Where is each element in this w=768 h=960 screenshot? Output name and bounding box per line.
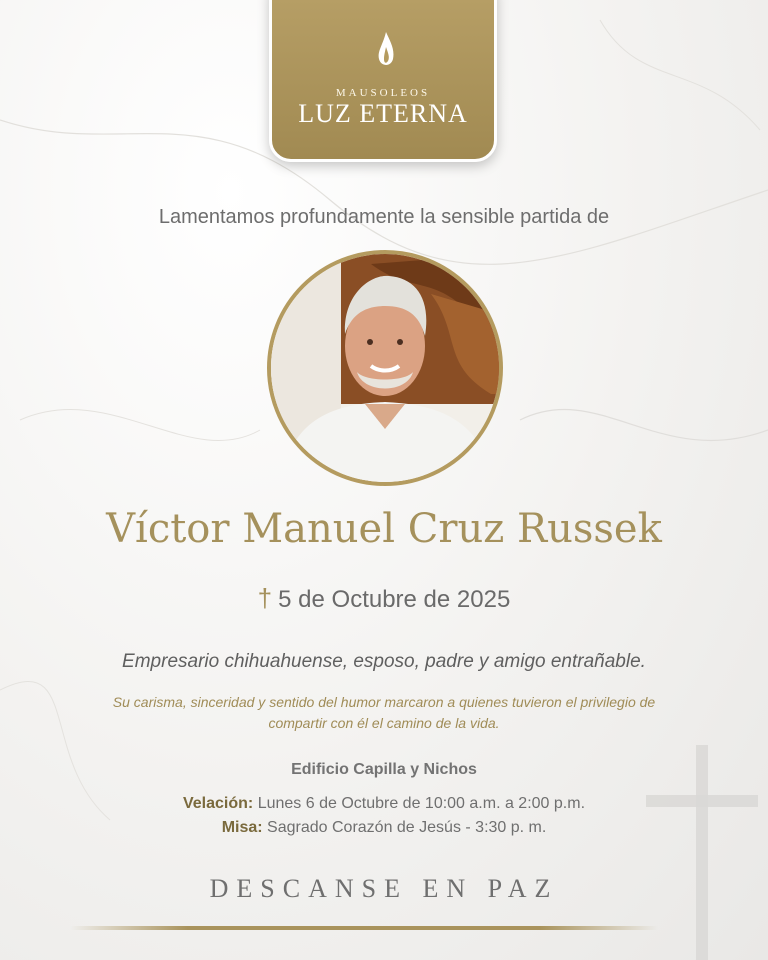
gold-divider xyxy=(70,926,658,930)
death-date-row xyxy=(0,583,768,614)
tribute-line-1: Su carisma, sinceridad y sentido del humor marcaron a quienes tuvieron el privilegio de xyxy=(112,694,656,710)
description-main: Empresario chihuahuense, esposo, padre y amigo entrañable. xyxy=(122,651,646,672)
logo-badge xyxy=(269,0,497,162)
logo-subtitle: MAUSOLEOS xyxy=(335,87,431,99)
decorative-cross-icon xyxy=(646,745,758,960)
description-tribute xyxy=(70,692,698,734)
deceased-name: Víctor Manuel Cruz Russek xyxy=(106,506,662,552)
velacion-label: Velación: xyxy=(182,795,254,812)
intro-text: Lamentamos profundamente la sensible partida de xyxy=(158,206,610,228)
flame-icon xyxy=(375,31,397,71)
deceased-portrait xyxy=(267,250,503,486)
death-date: 5 de Octubre de 2025 xyxy=(278,586,511,613)
cross-icon: † xyxy=(257,583,273,613)
venue-title: Edificio Capilla y Nichos xyxy=(291,761,477,778)
logo-title: LUZ ETERNA xyxy=(298,99,468,128)
tribute-line-2: compartir con él el camino de la vida. xyxy=(268,715,500,731)
misa-label: Misa: xyxy=(221,819,263,836)
velacion-value: Lunes 6 de Octubre de 10:00 a.m. a 2:00 p.m. xyxy=(257,795,586,812)
closing-phrase: DESCANSE EN PAZ xyxy=(209,874,559,903)
misa-value: Sagrado Corazón de Jesús - 3:30 p. m. xyxy=(267,819,547,836)
